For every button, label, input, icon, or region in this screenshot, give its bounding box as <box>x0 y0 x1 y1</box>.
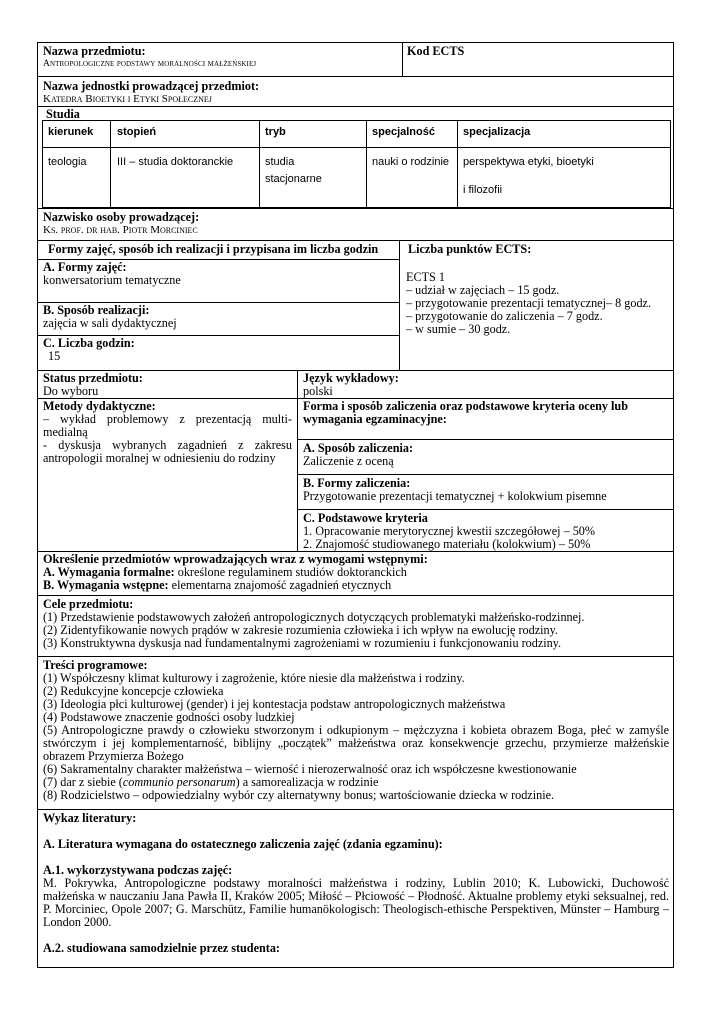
content-block <box>43 659 669 802</box>
content-item: obrazem Przymierza Bożego <box>43 749 184 763</box>
ects-points-list <box>406 271 651 336</box>
literature-header: Wykaz literatury: <box>43 811 137 825</box>
forms-a <box>43 261 181 287</box>
assessment-c-label: C. Podstawowe kryteria <box>303 511 428 525</box>
unit-value: Katedra Bioetyki i Etyki Społecznej <box>43 93 212 105</box>
ects-line: – przygotowanie do zaliczenia – 7 godz. <box>406 309 603 323</box>
assessment-header-line2: wymagania egzaminacyjne: <box>303 412 447 426</box>
lecturer-value: Ks. prof. dr hab. Piotr Morciniec <box>43 224 198 236</box>
cell-kierunek: teologia <box>48 156 87 168</box>
literature-a1-line: M. Pokrywka, Antropologiczne podstawy moralności małżeństwa i rodziny, Lublin 2010; K. Lubowicki, Duchowość <box>43 876 669 890</box>
methods-line1: – wykład problemowy z prezentacją multi- <box>43 412 292 426</box>
prereq-b-value: elementarna znajomość zagadnień etycznych <box>168 578 392 592</box>
prereq-a-label: A. Wymagania formalne: <box>43 565 175 579</box>
content-item: (1) Współczesny klimat kulturowy i zagrożenie, które niesie dla małżeństwa i rodziny. <box>43 671 465 685</box>
syllabus-sheet <box>37 42 674 968</box>
literature-block <box>43 812 669 955</box>
prereq-a-value: określone regulaminem studiów doktoranckich <box>174 565 407 579</box>
cell-specjalizacja-1: perspektywa etyki, bioetyki <box>463 156 594 168</box>
content-item: (2) Redukcyjne koncepcje człowieka <box>43 684 224 698</box>
assessment-header <box>303 400 628 426</box>
header-specjalnosc: specjalność <box>372 126 435 138</box>
lecturer-block <box>43 211 199 237</box>
content-item: (8) Rodzicielstwo – odpowiedzialny wybór czy alternatywny bonus; wartościowanie dziecka w rodzinie. <box>43 788 555 802</box>
content-item: (4) Podstawowe znaczenie godności osoby ludzkiej <box>43 710 295 724</box>
content-item-7-post: ) a samorealizacja w rodzinie <box>235 775 379 789</box>
course-name-value: Antropologiczne podstawy moralności małżeńskiej <box>43 59 257 69</box>
forms-c-value: 15 <box>48 349 61 363</box>
content-header: Treści programowe: <box>43 658 148 672</box>
prereq-b-label: B. Wymagania wstępne: <box>43 578 169 592</box>
methods-line3: - dyskusja wybranych zagadnień z zakresu <box>43 438 292 452</box>
literature-a1-header: A.1. wykorzystywana podczas zajęć: <box>43 863 233 877</box>
ects-code-label: Kod ECTS <box>407 44 465 58</box>
content-item: (3) Ideologia płci kulturowej (gender) i jej kontestacja podstaw antropologicznych małżeństwa <box>43 697 506 711</box>
studies-table <box>42 120 671 208</box>
forms-b <box>43 304 177 330</box>
assessment-a-value: Zaliczenie z oceną <box>303 454 394 468</box>
literature-a1-line: P. Morciniec, Opole 2007; G. Marschütz, Familie humanökologisch: Theologisch-ethische Perspektiven, Münster – Hamburg – <box>43 902 669 916</box>
content-item: (5) Antropologiczne prawdy o człowieku stworzonym i odkupionym – mężczyzna i kobieta obrazem Boga, płeć w zamyśle <box>43 723 669 737</box>
goals-header: Cele przedmiotu: <box>43 597 134 611</box>
content-item-7-pre: (7) dar z siebie ( <box>43 775 123 789</box>
language-label: Język wykładowy: <box>303 371 399 385</box>
prereq-b <box>43 579 428 592</box>
status-label: Status przedmiotu: <box>43 371 143 385</box>
goal-item: (2) Zidentyfikowanie nowych prądów w zakresie rozumienia człowieka i ich wpływ na ewolucję rodziny. <box>43 623 558 637</box>
assessment-c <box>303 512 595 551</box>
assessment-b-value: Przygotowanie prezentacji tematycznej + kolokwium pisemne <box>303 489 607 503</box>
status-value: Do wyboru <box>43 384 99 398</box>
literature-a1-line: London 2000. <box>43 915 112 929</box>
unit-block <box>43 80 259 106</box>
cell-specjalnosc: nauki o rodzinie <box>372 156 450 168</box>
assessment-a <box>303 442 413 468</box>
status-block <box>43 372 143 398</box>
course-name-label: Nazwa przedmiotu: <box>43 44 146 58</box>
forms-b-value: zajęcia w sali dydaktycznej <box>43 316 177 330</box>
forms-c <box>43 337 135 363</box>
header-kierunek: kierunek <box>48 126 94 138</box>
assessment-b <box>303 477 607 503</box>
cell-specjalizacja-2: i filozofii <box>463 184 503 196</box>
studies-label: Studia <box>46 107 80 121</box>
assessment-c-line2: 2. Znajomość studiowanego materiału (kolokwium) – 50% <box>303 537 591 551</box>
content-item-7-em: communio personarum <box>122 775 236 789</box>
content-item: stwórczym i jej komplementarność, biblijny „początek” małżeństwa oraz konsekwencje grzechu, przymierze małżeńskie <box>43 736 669 750</box>
literature-a2-header: A.2. studiowana samodzielnie przez studenta: <box>43 941 280 955</box>
forms-b-label: B. Sposób realizacji: <box>43 303 150 317</box>
prereq-header: Określenie przedmiotów wprowadzających wraz z wymogami wstępnymi: <box>43 552 428 566</box>
assessment-a-label: A. Sposób zaliczenia: <box>303 441 414 455</box>
forms-a-label: A. Formy zajęć: <box>43 260 127 274</box>
ects-line: – przygotowanie prezentacji tematycznej– 8 godz. <box>406 296 651 310</box>
methods-line4: antropologii moralnej w odniesieniu do rodziny <box>43 451 276 465</box>
cell-stopien: III – studia doktoranckie <box>117 156 234 168</box>
forms-header: Formy zajęć, sposób ich realizacji i przypisana im liczba godzin <box>48 242 379 256</box>
cell-tryb-2: stacjonarne <box>265 173 322 185</box>
ects-line: ECTS 1 <box>406 270 445 284</box>
forms-a-value: konwersatorium tematyczne <box>43 273 181 287</box>
course-name-block <box>43 45 256 71</box>
unit-label: Nazwa jednostki prowadzącej przedmiot: <box>43 79 260 93</box>
goal-item: (1) Przedstawienie podstawowych założeń antropologicznych dotyczących problematyki małżeńsko-rodzinnej. <box>43 610 585 624</box>
header-tryb: tryb <box>265 126 286 138</box>
methods-block <box>43 400 292 465</box>
ects-points-header: Liczba punktów ECTS: <box>408 242 532 256</box>
ects-line: – w sumie – 30 godz. <box>406 322 511 336</box>
literature-a1-line: małżeńska w nauczaniu Jana Pawła II, Kraków 2005; Miłość – Płciowość – Płodność. Aktualne problemy etyki seksualnej, red. <box>43 889 669 903</box>
goal-item: (3) Konstruktywna dyskusja nad fundamentalnymi zagrożeniami w rozumieniu i funkcjonowaniu rodziny. <box>43 636 562 650</box>
literature-a-header: A. Literatura wymagana do ostatecznego zaliczenia zajęć (zdania egzaminu): <box>43 837 443 851</box>
cell-tryb-1: studia <box>265 156 295 168</box>
forms-c-label: C. Liczba godzin: <box>43 336 135 350</box>
content-item: (6) Sakramentalny charakter małżeństwa – wierność i nierozerwalność oraz ich współczesne kwestionowanie <box>43 762 577 776</box>
assessment-header-line1: Forma i sposób zaliczenia oraz podstawowe kryteria oceny lub <box>303 399 628 413</box>
methods-label: Metody dydaktyczne: <box>43 399 156 413</box>
ects-line: – udział w zajęciach – 15 godz. <box>406 283 560 297</box>
methods-line2: medialną <box>43 425 88 439</box>
language-block <box>303 372 399 398</box>
header-stopien: stopień <box>117 126 157 138</box>
header-specjalizacja: specjalizacja <box>463 126 531 138</box>
goals-block <box>43 598 584 650</box>
language-value: polski <box>303 384 333 398</box>
prereq-block <box>43 553 428 592</box>
assessment-c-line1: 1. Opracowanie merytorycznej kwestii szczegółowej – 50% <box>303 524 596 538</box>
lecturer-label: Nazwisko osoby prowadzącej: <box>43 210 200 224</box>
assessment-b-label: B. Formy zaliczenia: <box>303 476 411 490</box>
